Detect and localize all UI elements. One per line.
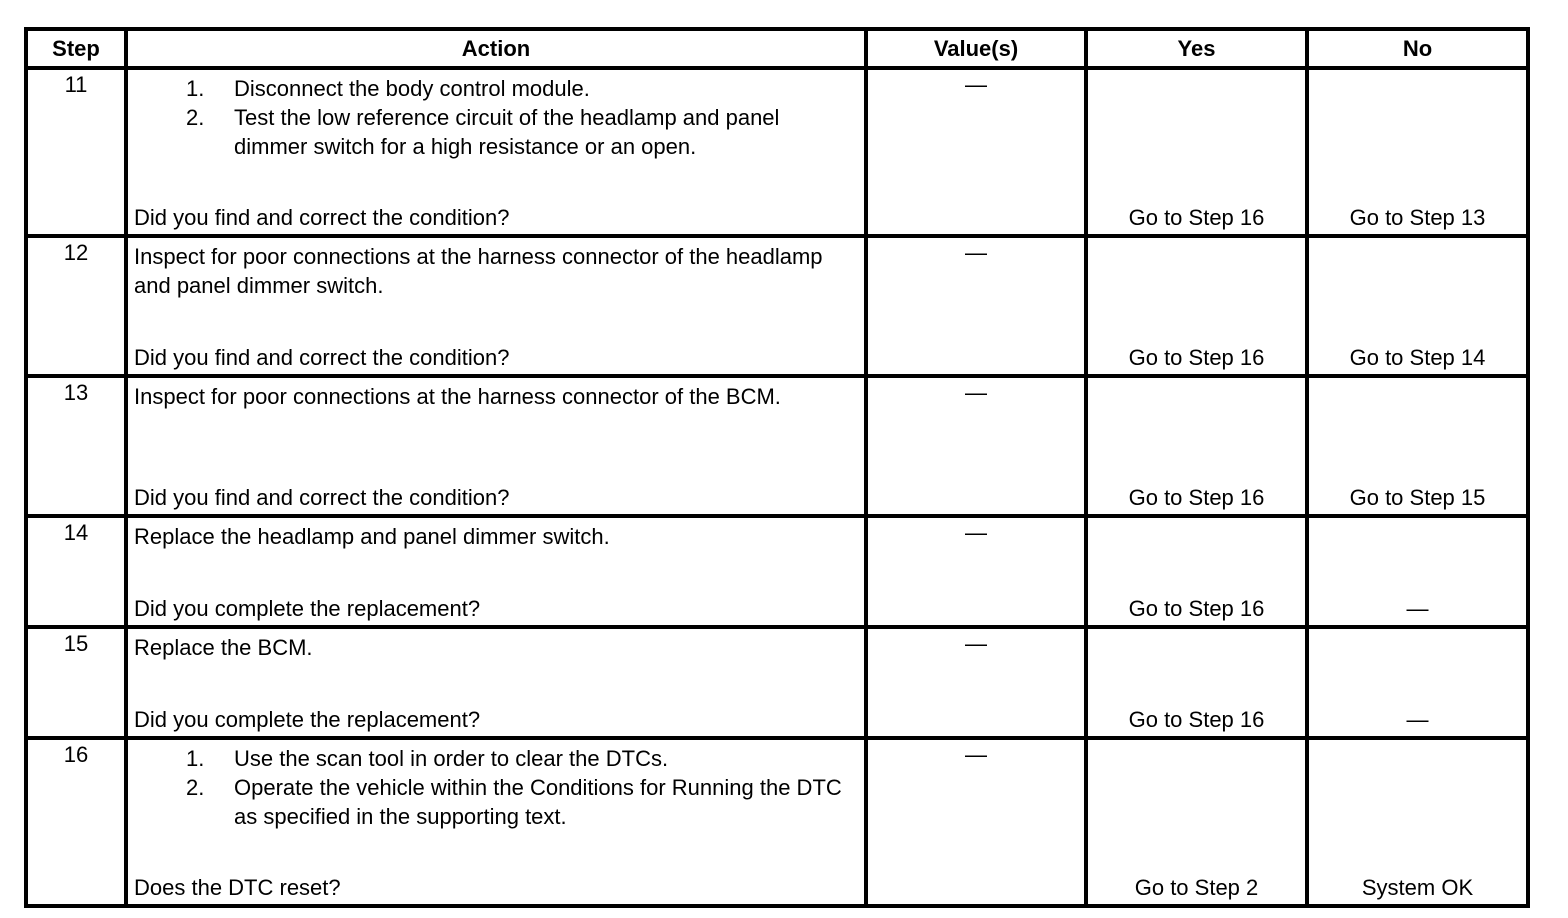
- value-cell: [866, 68, 1086, 236]
- step-item-number: 1.: [186, 746, 205, 771]
- step-number: 14: [26, 516, 126, 627]
- header-values: Value(s): [866, 29, 1086, 68]
- numbered-step: [134, 74, 858, 103]
- action-instructions: [134, 522, 858, 551]
- numbered-step: [134, 103, 858, 161]
- yes-outcome: Go to Step 16: [1128, 596, 1265, 621]
- value-cell: [866, 376, 1086, 516]
- value-text: —: [965, 742, 987, 767]
- step-item-number: 2.: [186, 775, 205, 800]
- no-cell: [1307, 738, 1528, 906]
- step-item-number: 2.: [186, 105, 205, 130]
- step-number: 16: [26, 738, 126, 906]
- value-text: —: [965, 631, 987, 656]
- no-cell: [1307, 627, 1528, 738]
- action-cell: [126, 738, 866, 906]
- step-item-text: Use the scan tool in order to clear the DTCs.: [234, 746, 669, 771]
- step-item-text: Test the low reference circuit of the headlamp and panel dimmer switch for a high resistance or an open.: [234, 105, 780, 159]
- no-cell: [1307, 68, 1528, 236]
- value-cell: [866, 738, 1086, 906]
- step-number: 15: [26, 627, 126, 738]
- yes-cell: [1086, 68, 1307, 236]
- table-row: [26, 738, 1528, 906]
- header-row: [26, 29, 1528, 68]
- action-instructions: [134, 74, 858, 161]
- value-text: —: [965, 72, 987, 97]
- value-cell: [866, 516, 1086, 627]
- action-question: Did you complete the replacement?: [134, 707, 481, 732]
- value-text: —: [965, 240, 987, 265]
- action-cell: [126, 376, 866, 516]
- yes-outcome: Go to Step 16: [1128, 485, 1265, 510]
- yes-cell: [1086, 236, 1307, 376]
- value-text: —: [965, 520, 987, 545]
- yes-cell: [1086, 738, 1307, 906]
- table-body: [26, 68, 1528, 906]
- value-cell: [866, 627, 1086, 738]
- header-yes: Yes: [1086, 29, 1307, 68]
- action-paragraph: Inspect for poor connections at the harness connector of the headlamp and panel dimmer switch.: [134, 244, 823, 298]
- action-question: Did you find and correct the condition?: [134, 485, 510, 510]
- action-question: Did you find and correct the condition?: [134, 345, 510, 370]
- step-item-text: Disconnect the body control module.: [234, 76, 590, 101]
- table-row: [26, 376, 1528, 516]
- action-cell: [126, 627, 866, 738]
- step-number: 13: [26, 376, 126, 516]
- action-instructions: [134, 242, 858, 300]
- table-row: [26, 68, 1528, 236]
- numbered-steps: [134, 74, 858, 161]
- no-outcome: System OK: [1361, 875, 1474, 900]
- numbered-step: [134, 773, 858, 831]
- header-no: No: [1307, 29, 1528, 68]
- table-row: [26, 236, 1528, 376]
- value-text: —: [965, 380, 987, 405]
- yes-cell: [1086, 627, 1307, 738]
- no-outcome: —: [1406, 596, 1429, 621]
- diagnostic-table: [24, 27, 1530, 908]
- no-outcome: —: [1406, 707, 1429, 732]
- yes-outcome: Go to Step 16: [1128, 707, 1265, 732]
- no-cell: [1307, 236, 1528, 376]
- yes-outcome: Go to Step 16: [1128, 345, 1265, 370]
- action-instructions: [134, 633, 858, 662]
- value-cell: [866, 236, 1086, 376]
- yes-outcome: Go to Step 16: [1128, 205, 1265, 230]
- action-paragraph: Replace the BCM.: [134, 635, 313, 660]
- step-number: 12: [26, 236, 126, 376]
- action-cell: [126, 236, 866, 376]
- no-cell: [1307, 376, 1528, 516]
- action-question: Did you complete the replacement?: [134, 596, 481, 621]
- step-number: 11: [26, 68, 126, 236]
- action-instructions: [134, 744, 858, 831]
- no-outcome: Go to Step 14: [1349, 345, 1486, 370]
- no-outcome: Go to Step 15: [1349, 485, 1486, 510]
- no-cell: [1307, 516, 1528, 627]
- table-row: [26, 516, 1528, 627]
- action-cell: [126, 68, 866, 236]
- action-question: Does the DTC reset?: [134, 875, 341, 900]
- step-item-text: Operate the vehicle within the Conditions for Running the DTC as specified in the supporting text.: [234, 775, 842, 829]
- action-question: Did you find and correct the condition?: [134, 205, 510, 230]
- yes-cell: [1086, 376, 1307, 516]
- action-cell: [126, 516, 866, 627]
- header-action: Action: [126, 29, 866, 68]
- yes-cell: [1086, 516, 1307, 627]
- header-step: Step: [26, 29, 126, 68]
- action-paragraph: Inspect for poor connections at the harness connector of the BCM.: [134, 384, 781, 409]
- numbered-steps: [134, 744, 858, 831]
- action-paragraph: Replace the headlamp and panel dimmer switch.: [134, 524, 610, 549]
- step-item-number: 1.: [186, 76, 205, 101]
- yes-outcome: Go to Step 2: [1134, 875, 1259, 900]
- action-instructions: [134, 382, 858, 411]
- numbered-step: [134, 744, 858, 773]
- no-outcome: Go to Step 13: [1349, 205, 1486, 230]
- table-row: [26, 627, 1528, 738]
